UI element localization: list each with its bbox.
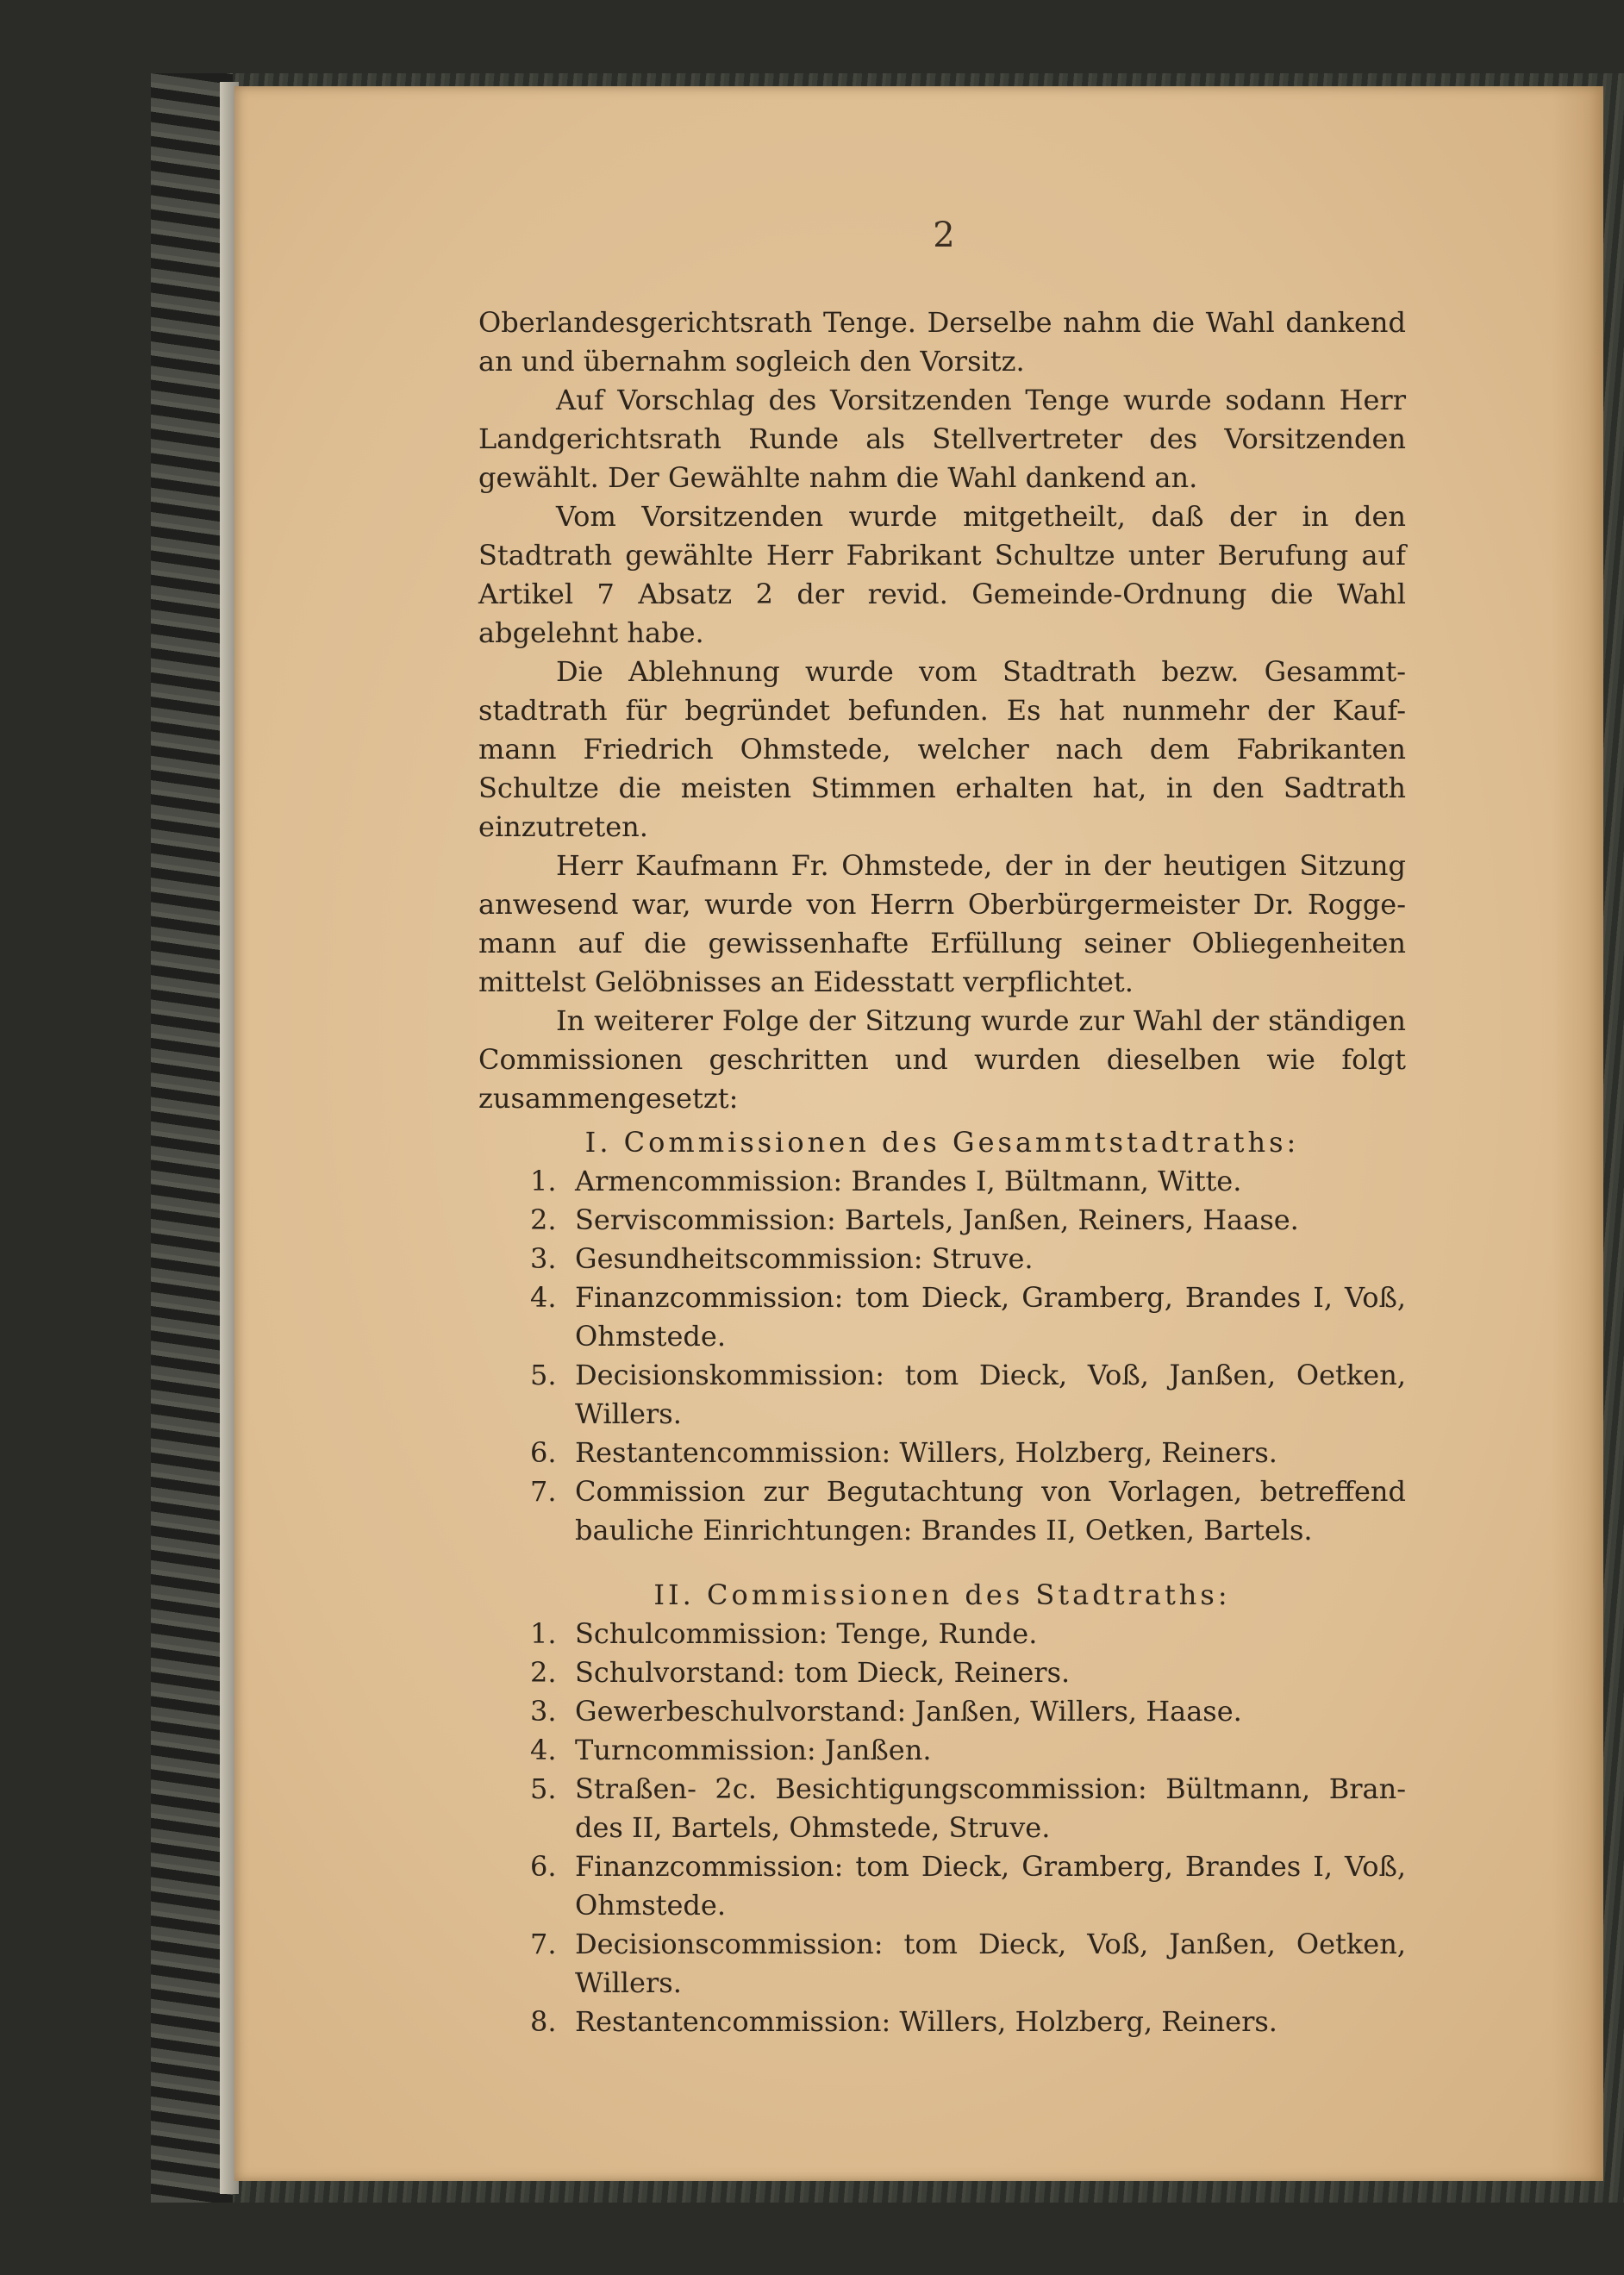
paragraph: In weiterer Folge der Sitzung wurde zur Wahl der ständigen Commissionen geschritten und wurden dieselben wie folgt zusammengesetzt:	[478, 1004, 1406, 1115]
item-number: 3.	[530, 1242, 557, 1275]
list-item	[478, 1240, 1406, 1278]
paragraph: Die Ablehnung wurde vom Stadtrath bezw. Gesammt-stadtrath für begründet befunden. Es hat nunmehr der Kauf-mann Friedrich Ohmstede, welcher nach dem Fabrikanten Schultze die meisten Stimmen erhalten hat, in den Sadtrath einzutreten.	[478, 655, 1406, 843]
list-item	[478, 1201, 1406, 1240]
list-item	[478, 1472, 1406, 1550]
list-item	[478, 1434, 1406, 1472]
item-text: Decisionscommission: tom Dieck, Voß, Janßen, Oetken, Willers.	[575, 1928, 1406, 1999]
item-number: 7.	[530, 1475, 557, 1508]
list-item	[478, 2003, 1406, 2041]
paragraph: Auf Vorschlag des Vorsitzenden Tenge wurde sodann Herr Landgerichtsrath Runde als Stellvertreter des Vorsitzenden gewählt. Der Gewählte nahm die Wahl dankend an.	[478, 384, 1406, 494]
item-number: 2.	[530, 1203, 557, 1236]
item-text: Gesundheitscommission: Struve.	[575, 1242, 1034, 1275]
list-item	[478, 1847, 1406, 1925]
paragraph: Oberlandesgerichtsrath Tenge. Derselbe nahm die Wahl dankend an und übernahm sogleich den Vorsitz.	[478, 306, 1406, 378]
item-text: Finanzcommission: tom Dieck, Gramberg, Brandes I, Voß, Ohmstede.	[575, 1850, 1406, 1922]
list-item	[478, 1356, 1406, 1434]
list-item	[478, 1770, 1406, 1847]
item-text: Decisionskommission: tom Dieck, Voß, Janßen, Oetken, Willers.	[575, 1359, 1406, 1430]
list-item	[478, 1162, 1406, 1201]
item-number: 1.	[530, 1165, 557, 1197]
item-text: Straßen- 2c. Besichtigungscommission: Bültmann, Bran-des II, Bartels, Ohmstede, Struve.	[575, 1772, 1406, 1844]
item-number: 7.	[530, 1928, 557, 1960]
section-heading-1: I. Commissionen des Gesammtstadtraths:	[584, 1126, 1300, 1159]
list-item	[478, 1615, 1406, 1653]
item-number: 6.	[530, 1436, 557, 1469]
list-item	[478, 1692, 1406, 1731]
item-text: Schulvorstand: tom Dieck, Reiners.	[575, 1656, 1071, 1689]
paragraph: Vom Vorsitzenden wurde mitgetheilt, daß der in den Stadtrath gewählte Herr Fabrikant Schultze unter Berufung auf Artikel 7 Absatz 2 der revid. Gemeinde-Ordnung die Wahl abgelehnt habe.	[478, 500, 1406, 649]
item-number: 2.	[530, 1656, 557, 1689]
item-text: Restantencommission: Willers, Holzberg, Reiners.	[575, 1436, 1277, 1469]
paragraph: Herr Kaufmann Fr. Ohmstede, der in der heutigen Sitzung anwesend war, wurde von Herrn Oberbürgermeister Dr. Rogge-mann auf die gewissenhafte Erfüllung seiner Obliegenheiten mittelst Gelöbnisses an Eidesstatt verpflichtet.	[478, 849, 1406, 998]
item-text: Finanzcommission: tom Dieck, Gramberg, Brandes I, Voß, Ohmstede.	[575, 1281, 1406, 1353]
item-text: Gewerbeschulvorstand: Janßen, Willers, Haase.	[575, 1695, 1242, 1728]
page-number: 2	[933, 216, 955, 255]
item-number: 5.	[530, 1359, 557, 1391]
item-number: 6.	[530, 1850, 557, 1883]
commission-list-1	[478, 1162, 1406, 1550]
commission-list-2	[478, 1615, 1406, 2041]
list-item	[478, 1653, 1406, 1692]
list-item	[478, 1278, 1406, 1356]
page-body	[478, 303, 1406, 2041]
section-heading-2: II. Commissionen des Stadtraths:	[653, 1578, 1231, 1611]
page-shading	[1552, 86, 1603, 2181]
item-number: 5.	[530, 1772, 557, 1805]
list-item	[478, 1731, 1406, 1770]
item-number: 4.	[530, 1734, 557, 1766]
item-number: 1.	[530, 1617, 557, 1650]
item-number: 4.	[530, 1281, 557, 1314]
list-item	[478, 1925, 1406, 2003]
item-number: 3.	[530, 1695, 557, 1728]
item-text: Turncommission: Janßen.	[575, 1734, 932, 1766]
item-text: Schulcommission: Tenge, Runde.	[575, 1617, 1038, 1650]
item-number: 8.	[530, 2005, 557, 2038]
item-text: Serviscommission: Bartels, Janßen, Reiners, Haase.	[575, 1203, 1299, 1236]
item-text: Commission zur Begutachtung von Vorlagen, betreffend bauliche Einrichtungen: Brandes II, Oetken, Bartels.	[575, 1475, 1406, 1547]
item-text: Restantencommission: Willers, Holzberg, Reiners.	[575, 2005, 1277, 2038]
item-text: Armencommission: Brandes I, Bültmann, Witte.	[575, 1165, 1242, 1197]
